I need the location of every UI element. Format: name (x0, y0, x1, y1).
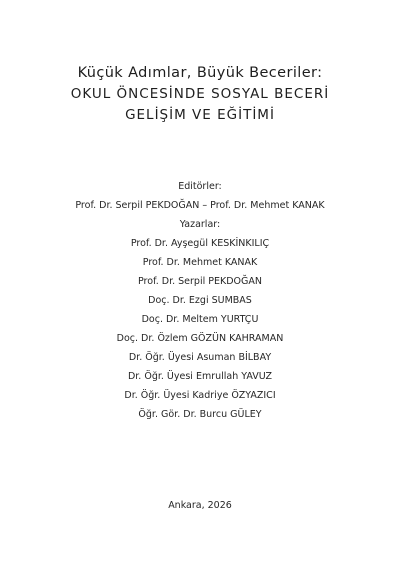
author-name: Dr. Öğr. Üyesi Kadriye ÖZYAZICI (124, 390, 276, 401)
author-name: Prof. Dr. Ayşegül KESKİNKILIÇ (130, 238, 270, 249)
book-title (0, 62, 400, 126)
credits-block (0, 180, 400, 427)
author-name: Prof. Dr. Mehmet KANAK (142, 257, 258, 268)
book-title-line-2: OKUL ÖNCESİNDE SOSYAL BECERİ (70, 86, 330, 102)
author-list (0, 237, 400, 421)
author-name: Dr. Öğr. Üyesi Asuman BİLBAY (128, 352, 272, 363)
editors-names: Prof. Dr. Serpil PEKDOĞAN – Prof. Dr. Mehmet KANAK (75, 200, 325, 211)
place-and-date: Ankara, 2026 (168, 500, 232, 511)
author-name: Prof. Dr. Serpil PEKDOĞAN (138, 276, 262, 287)
author-name: Doç. Dr. Ezgi SUMBAS (148, 295, 252, 306)
author-name: Öğr. Gör. Dr. Burcu GÜLEY (138, 409, 262, 420)
author-name: Dr. Öğr. Üyesi Emrullah YAVUZ (127, 371, 273, 382)
book-title-line-1: Küçük Adımlar, Büyük Beceriler: (77, 65, 323, 81)
authors-label: Yazarlar: (179, 219, 221, 230)
book-title-line-3: GELİŞİM VE EĞİTİMİ (125, 107, 275, 123)
author-name: Doç. Dr. Özlem GÖZÜN KAHRAMAN (116, 333, 284, 344)
author-name: Doç. Dr. Meltem YURTÇU (141, 314, 259, 325)
editors-label: Editörler: (178, 181, 222, 192)
